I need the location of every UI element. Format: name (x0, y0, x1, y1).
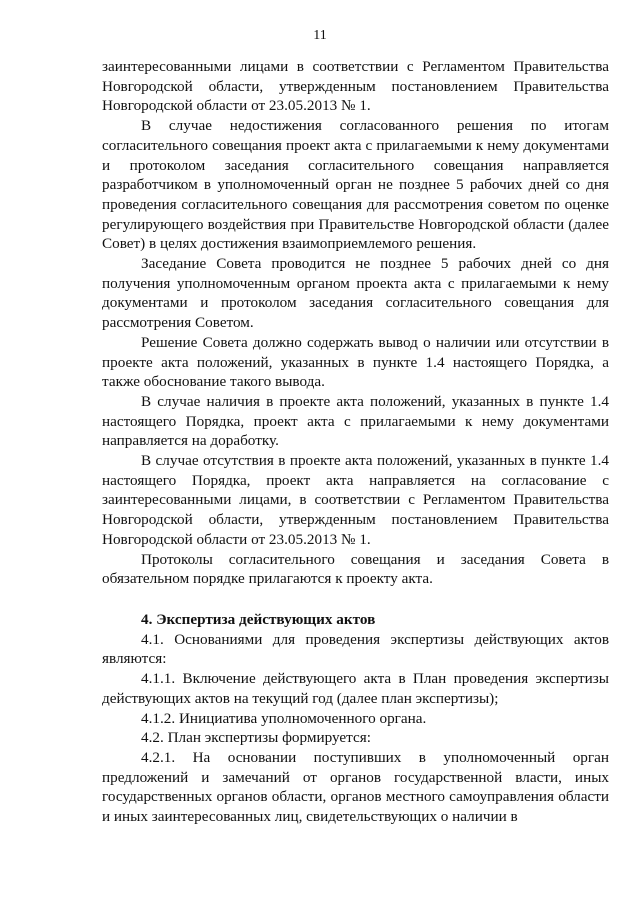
section-paragraph-4-1-1: 4.1.1. Включение действующего акта в План проведения экспертизы действующих актов на текущий год (далее план экспертизы); (102, 670, 609, 707)
section-paragraph-4-2: 4.2. План экспертизы формируется: (141, 729, 371, 747)
paragraph-2: В случае недостижения согласованного решения по итогам согласительного совещания проект акта с прилагаемыми к нему документами и протоколом заседания согласительного совещания направляется разработчиком в уполномоченный орган не позднее 5 рабочих дней со дня проведения согласительного совещания для рассмотрения советом по оценке регулирующего воздействия при Правительстве Новгородской области (далее Совет) в целях достижения взаимоприемлемого решения. (102, 117, 609, 253)
paragraph-4: Решение Совета должно содержать вывод о наличии или отсутствии в проекте акта положений, указанных в пункте 1.4 настоящего Порядка, а также обоснование такого вывода. (102, 333, 609, 391)
paragraph-6: В случае отсутствия в проекте акта положений, указанных в пункте 1.4 настоящего Порядка, проект акта направляется на согласование с заинтересованными лицами, в соответствии с Регламентом Правительства Новгородской области, утвержденным постановлением Правительства Новгородской области от 23.05.2013 № 1. (102, 452, 609, 548)
section-paragraph-4-1-2: 4.1.2. Инициатива уполномоченного органа. (141, 709, 427, 727)
document-body (102, 57, 609, 827)
paragraph-5: В случае наличия в проекте акта положений, указанных в пункте 1.4 настоящего Порядка, проект акта с прилагаемыми к нему документами направляется на доработку. (102, 392, 609, 450)
section-paragraph-4-1: 4.1. Основаниями для проведения экспертизы действующих актов являются: (102, 630, 609, 668)
section-spacer (102, 589, 609, 610)
paragraph-3: Заседание Совета проводится не позднее 5 рабочих дней со дня получения уполномоченным органом проекта акта с прилагаемыми к нему документами и протоколом заседания согласительного совещания для рассмотрения Советом. (102, 255, 609, 332)
paragraph-7: Протоколы согласительного совещания и заседания Совета в обязательном порядке прилагаются к проекту акта. (102, 550, 609, 588)
section-heading: 4. Экспертиза действующих актов (141, 610, 376, 628)
paragraph-1: заинтересованными лицами в соответствии с Регламентом Правительства Новгородской области, утвержденным постановлением Правительства Новгородской области от 23.05.2013 № 1. (102, 58, 609, 115)
page-number: 11 (313, 28, 327, 43)
section-paragraph-4-2-1: 4.2.1. На основании поступивших в уполномоченный орган предложений и замечаний от органов государственной власти, иных государственных органов области, органов местного самоуправления области и иных заинтересованных лиц, свидетельствующих о наличии в (102, 748, 609, 826)
